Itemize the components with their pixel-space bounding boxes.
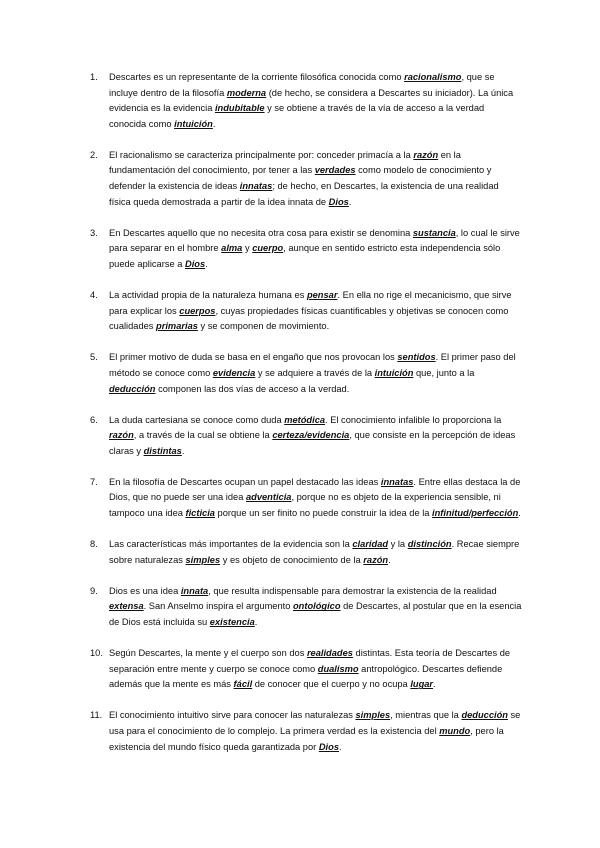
- item-text: de conocer que el cuerpo y no ocupa: [252, 679, 411, 690]
- list-item: [90, 708, 522, 755]
- item-number: 6.: [90, 414, 98, 425]
- answer-term: distinción: [407, 539, 452, 550]
- item-text: Según Descartes, la mente y el cuerpo son dos: [109, 648, 307, 659]
- item-text: de Descartes, al postular que en la esencia de Dios está incluida su: [109, 601, 522, 628]
- answer-term: razón: [363, 554, 389, 565]
- answer-term: moderna: [226, 87, 267, 98]
- item-text: , que se incluye dentro de la filosofía: [109, 72, 495, 98]
- item-text: Dios es una idea: [109, 585, 181, 596]
- answer-term: innatas: [239, 181, 273, 192]
- item-text: , pero la existencia del mundo físico queda garantizada por: [109, 726, 504, 752]
- answer-term: pensar: [306, 290, 338, 301]
- item-text: (de hecho, se considera a Descartes su iniciador). La única evidencia es la evidencia: [109, 87, 514, 114]
- item-text: . Entre ellas destaca la de Dios, que no puede ser una idea: [109, 476, 521, 503]
- answer-term: innatas: [380, 476, 414, 487]
- answer-term: racionalismo: [404, 72, 462, 82]
- answer-term: dualismo: [317, 663, 359, 674]
- item-text: y la: [388, 539, 408, 550]
- item-text: El racionalismo se caracteriza principalmente por: conceder primacía a la: [109, 149, 414, 160]
- item-text: En Descartes aquello que no necesita otra cosa para existir se denomina: [109, 227, 413, 238]
- list-item: [90, 646, 522, 693]
- list-item: [90, 537, 522, 568]
- answer-term: intuición: [174, 118, 213, 129]
- answer-term: razón: [413, 149, 439, 160]
- item-text: , que resulta indispensable para demostrar la existencia de la realidad: [208, 585, 497, 596]
- answer-term: ontológico: [293, 601, 341, 612]
- item-number: 10.: [90, 648, 103, 659]
- answer-term: cuerpo: [252, 243, 284, 254]
- answer-term: deducción: [109, 383, 156, 394]
- answer-term: innata: [180, 585, 209, 596]
- item-text: y se componen de movimiento.: [197, 321, 330, 332]
- item-text: porque un ser finito no puede construir la idea de la: [214, 508, 433, 519]
- exercise-list: [90, 70, 522, 771]
- item-text: , cuyas propiedades físicas cuantificables y objetivas se conocen como cualidades: [109, 305, 509, 332]
- item-text: .: [205, 258, 208, 269]
- item-text: , porque no es objeto de la experiencia sensible, ni tampoco una idea: [109, 492, 501, 519]
- item-text: , mientras que la: [390, 710, 462, 721]
- item-text: En la filosofía de Descartes ocupan un papel destacado las ideas: [109, 476, 381, 487]
- answer-term: sustancia: [412, 227, 456, 238]
- item-text: y es objeto de conocimiento de la: [220, 554, 364, 565]
- answer-term: ficticia: [185, 508, 215, 519]
- list-item: [90, 413, 522, 460]
- answer-term: sentidos: [397, 352, 436, 363]
- answer-term: existencia: [209, 617, 255, 628]
- item-text: . El conocimiento infalible lo proporciona la: [325, 414, 502, 425]
- answer-term: distintas: [143, 445, 182, 456]
- item-text: Descartes es un representante de la corriente filosófica conocida como: [109, 72, 405, 82]
- answer-term: verdades: [314, 165, 356, 176]
- item-text: , aunque en sentido estricto esta independencia sólo puede aplicarse a: [109, 243, 501, 269]
- answer-term: intuición: [374, 367, 414, 378]
- answer-term: realidades: [306, 648, 353, 659]
- item-text: antropológico. Descartes defiende además que la mente es más: [109, 663, 503, 690]
- item-text: El primer motivo de duda se basa en el engaño que nos provocan los: [109, 352, 398, 363]
- item-text: .: [181, 445, 185, 456]
- item-number: 2.: [90, 149, 98, 160]
- item-text: .: [212, 118, 216, 129]
- item-text: . Recae siempre sobre naturalezas: [109, 539, 520, 565]
- answer-term: metódica: [284, 414, 326, 425]
- item-text: componen las dos vías de acceso a la verdad.: [155, 383, 350, 394]
- item-text: .: [433, 679, 436, 690]
- list-item: [90, 148, 522, 210]
- item-number: 5.: [90, 352, 98, 363]
- item-text: .: [518, 508, 521, 519]
- answer-term: razón: [109, 430, 134, 441]
- item-text: y se adquiere a través de la: [255, 367, 375, 378]
- item-number: 11.: [90, 710, 103, 721]
- item-text: se usa para el conocimiento de lo complejo. La primera verdad es la existencia del: [109, 710, 521, 736]
- answer-term: Dios: [184, 258, 206, 269]
- item-text: ; de hecho, en Descartes, la existencia de una realidad física queda demostrada a partir de la idea innata de: [109, 181, 499, 207]
- answer-term: simples: [355, 710, 391, 721]
- list-item: [90, 584, 522, 631]
- item-number: 3.: [90, 227, 98, 238]
- answer-term: infinitud/perfección: [432, 508, 519, 519]
- item-number: 4.: [90, 290, 98, 301]
- answer-term: primarias: [156, 321, 198, 332]
- answer-term: adventicia: [245, 492, 292, 503]
- answer-term: lugar: [410, 679, 434, 690]
- list-item: [90, 288, 522, 335]
- item-text: La duda cartesiana se conoce como duda: [109, 414, 285, 425]
- answer-term: claridad: [352, 539, 389, 550]
- item-text: .: [388, 554, 391, 565]
- item-text: .: [254, 617, 258, 628]
- item-text: y se obtiene a través de la vía de acceso a la verdad conocida como: [109, 103, 485, 129]
- item-text: La actividad propia de la naturaleza humana es: [109, 290, 307, 301]
- item-text: . San Anselmo inspira el argumento: [143, 601, 293, 612]
- item-text: , que consiste en la percepción de ideas claras y: [109, 430, 516, 456]
- item-text: , a través de la cual se obtiene la: [133, 430, 273, 441]
- answer-term: deducción: [461, 710, 508, 721]
- item-text: , lo cual le sirve para separar en el hombre: [109, 227, 520, 254]
- answer-term: indubitable: [214, 103, 265, 114]
- answer-term: evidencia: [212, 367, 256, 378]
- list-item: [90, 226, 522, 273]
- item-text: distintas. Esta teoría de Descartes de separación entre mente y cuerpo se conoce como: [109, 648, 511, 674]
- item-text: como modelo de conocimiento y defender la existencia de ideas: [109, 165, 492, 192]
- item-number: 8.: [90, 539, 98, 550]
- answer-term: mundo: [439, 726, 471, 736]
- answer-term: Dios: [328, 196, 349, 207]
- answer-term: simples: [185, 554, 221, 565]
- answer-term: cuerpos: [179, 305, 216, 316]
- answer-term: extensa: [109, 601, 144, 612]
- item-number: 7.: [90, 476, 98, 487]
- item-number: 1.: [90, 72, 98, 82]
- item-text: y: [242, 243, 253, 254]
- item-text: Las características más importantes de la evidencia son la: [109, 539, 353, 550]
- list-item: [90, 475, 522, 522]
- answer-term: alma: [221, 243, 243, 254]
- list-item: [90, 70, 522, 132]
- item-text: que, junto a la: [413, 367, 475, 378]
- answer-term: certeza/evidencia: [272, 430, 350, 441]
- item-text: .: [339, 741, 342, 752]
- item-text: El conocimiento intuitivo sirve para conocer las naturalezas: [109, 710, 356, 721]
- answer-term: fácil: [233, 679, 253, 690]
- item-text: . El primer paso del método se conoce como: [109, 352, 516, 378]
- item-number: 9.: [90, 585, 98, 596]
- answer-term: Dios: [318, 741, 339, 752]
- item-text: .: [348, 196, 352, 207]
- item-text: . En ella no rige el mecanicismo, que sirve para explicar los: [109, 290, 512, 316]
- item-text: en la fundamentación del conocimiento, por tener a las: [109, 149, 461, 176]
- list-item: [90, 350, 522, 397]
